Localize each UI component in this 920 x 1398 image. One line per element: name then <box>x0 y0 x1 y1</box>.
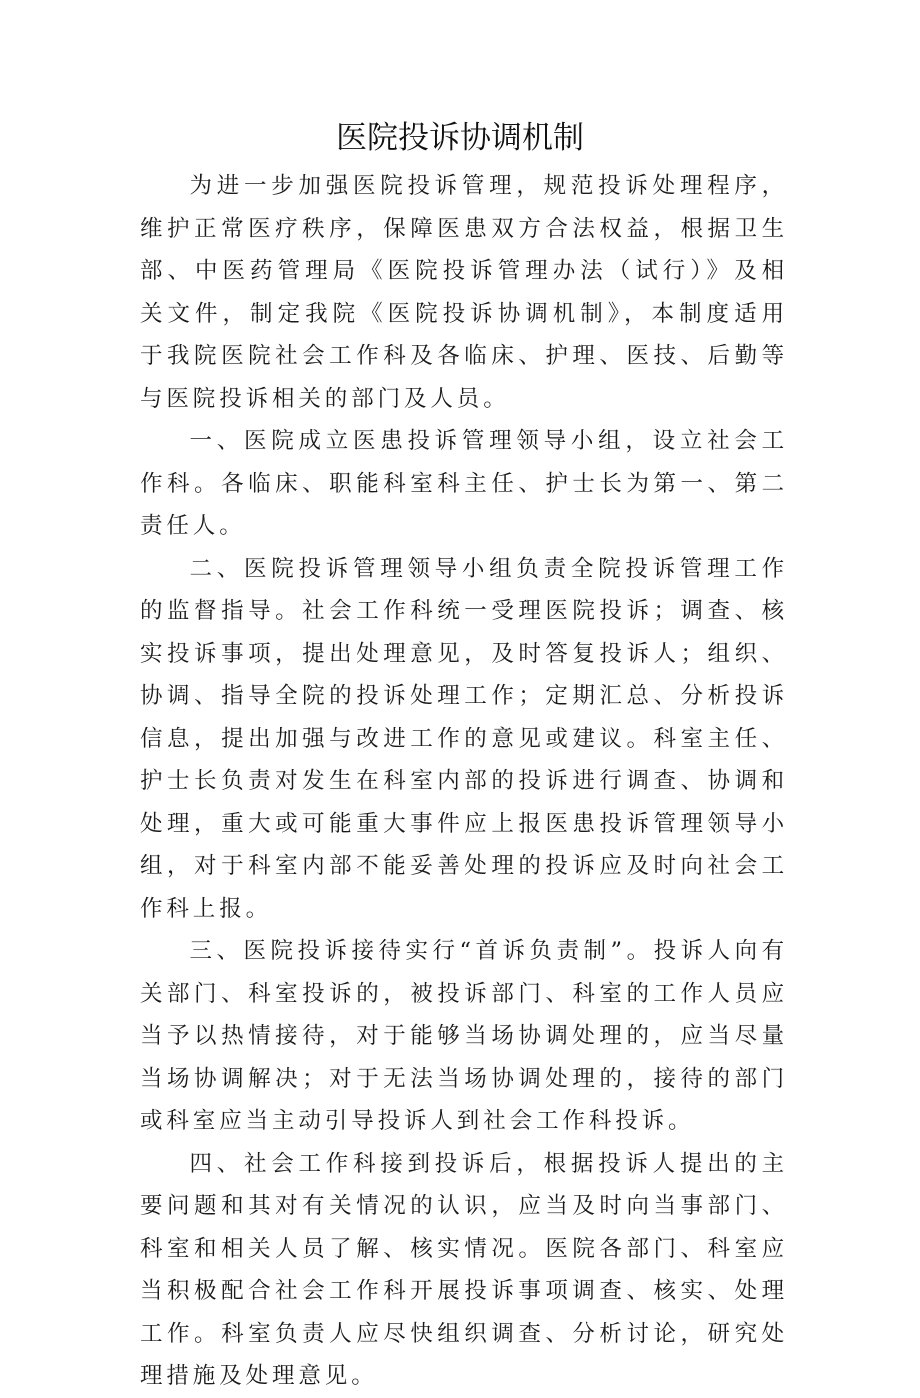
paragraph-intro: 为进一步加强医院投诉管理，规范投诉处理程序，维护正常医疗秩序，保障医患双方合法权益，根据卫生部、中医药管理局《医院投诉管理办法（试行）》及相关文件，制定我院《医院投诉协调机制》，本制度适用于我院医院社会工作科及各临床、护理、医技、后勤等与医院投诉相关的部门及人员。 <box>140 173 788 412</box>
page-title: 医院投诉协调机制 <box>336 120 584 156</box>
paragraph-clause-3: 三、医院投诉接待实行“首诉负责制”。投诉人向有关部门、科室投诉的，被投诉部门、科室的工作人员应当予以热情接待，对于能够当场协调处理的，应当尽量当场协调解决；对于无法当场协调处理的，接待的部门或科室应当主动引导投诉人到社会工作科投诉。 <box>140 938 788 1134</box>
paragraph-clause-1: 一、医院成立医患投诉管理领导小组，设立社会工作科。各临床、职能科室科主任、护士长为第一、第二责任人。 <box>140 428 788 539</box>
paragraph-clause-2: 二、医院投诉管理领导小组负责全院投诉管理工作的监督指导。社会工作科统一受理医院投诉；调查、核实投诉事项，提出处理意见，及时答复投诉人；组织、协调、指导全院的投诉处理工作；定期汇总、分析投诉信息，提出加强与改进工作的意见或建议。科室主任、护士长负责对发生在科室内部的投诉进行调查、协调和处理，重大或可能重大事件应上报医患投诉管理领导小组，对于科室内部不能妥善处理的投诉应及时向社会工作科上报。 <box>140 555 788 922</box>
paragraph-clause-4: 四、社会工作科接到投诉后，根据投诉人提出的主要问题和其对有关情况的认识，应当及时向当事部门、科室和相关人员了解、核实情况。医院各部门、科室应当积极配合社会工作科开展投诉事项调查、核实、处理工作。科室负责人应尽快组织调查、分析讨论，研究处理措施及处理意见。 <box>140 1150 788 1389</box>
document-body <box>140 165 788 1398</box>
